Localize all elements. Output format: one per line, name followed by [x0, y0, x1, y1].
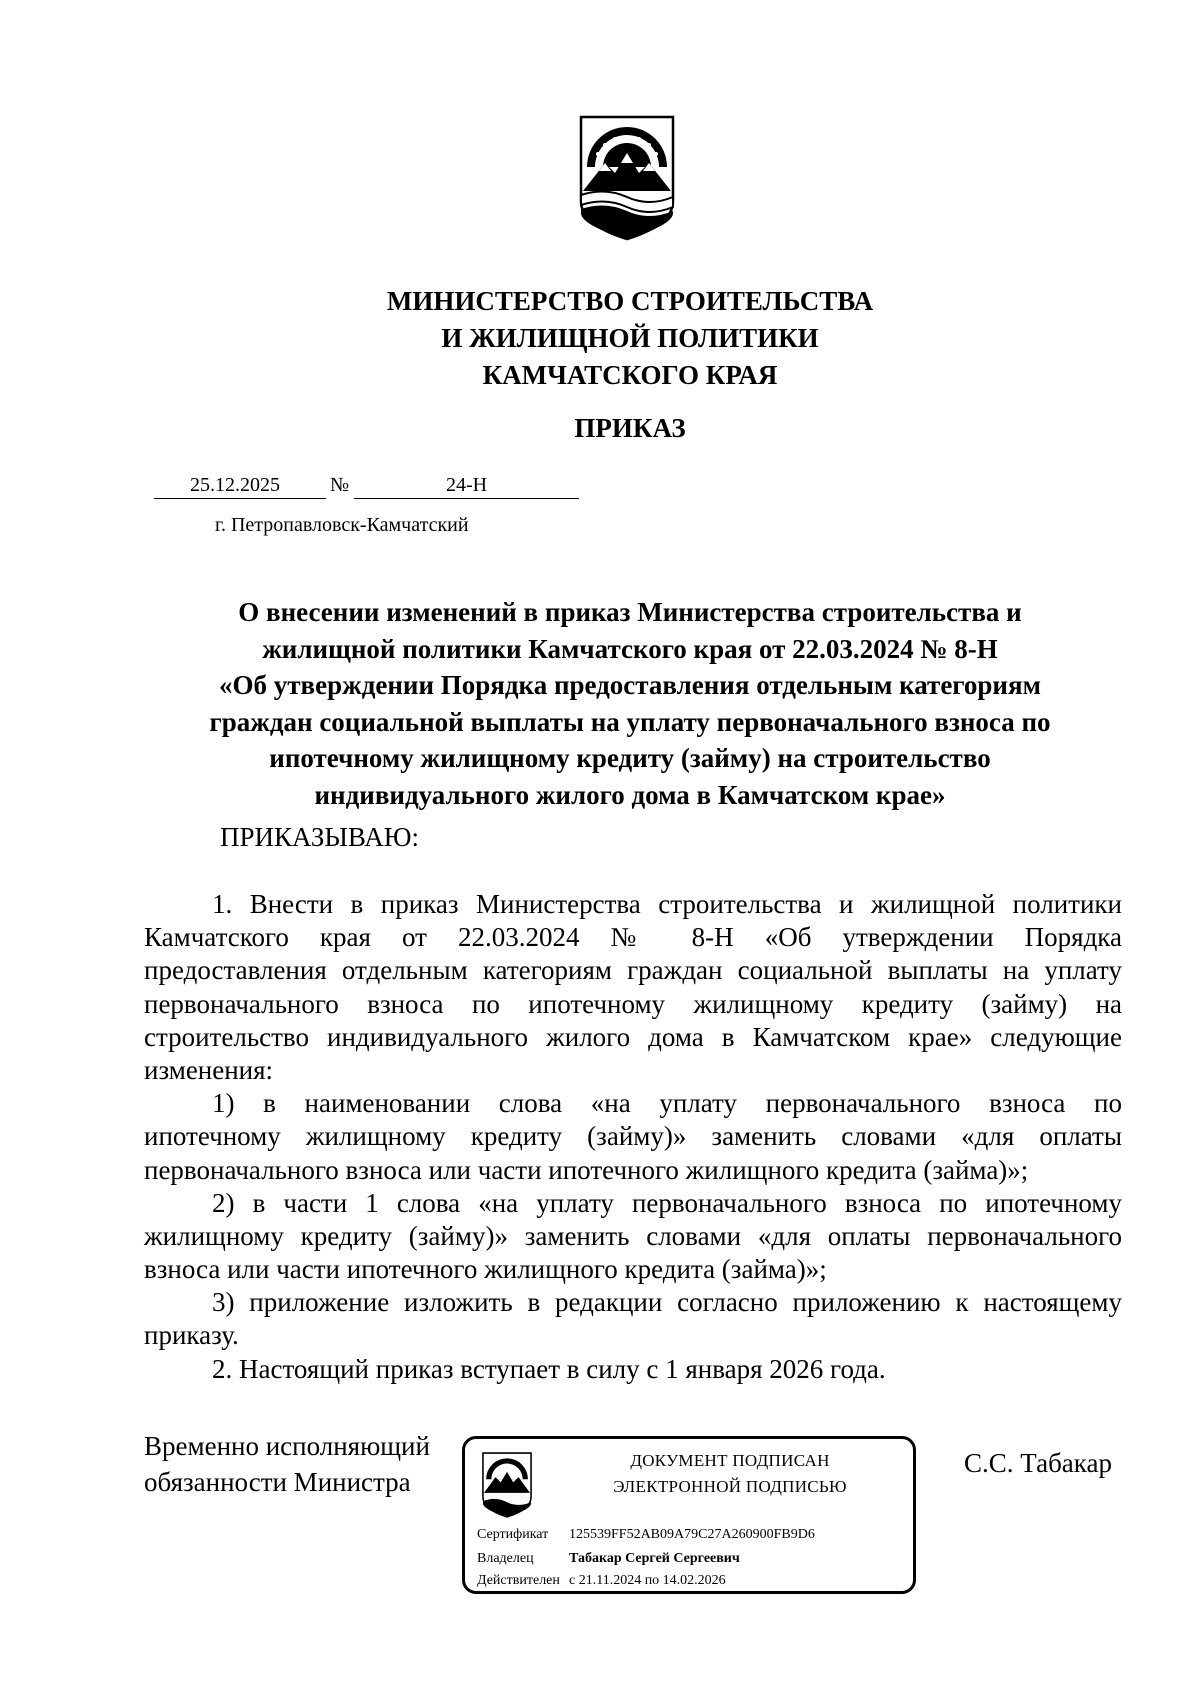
ministry-name-line: МИНИСТЕРСТВО СТРОИТЕЛЬСТВА [386, 286, 874, 316]
date-number-line [154, 472, 579, 502]
kamchatka-coat-of-arms-icon [477, 1451, 537, 1519]
body-line: ипотечному жилищному кредиту (займу)» заменить словами «для оплаты [144, 1121, 1122, 1152]
subject-line: граждан социальной выплаты на уплату первоначального взноса по [209, 706, 1051, 737]
stamp-owner-label: Владелец [477, 1551, 534, 1566]
subject-line: О внесении изменений в приказ Министерства строительства и [238, 597, 1022, 627]
body-line: 1) в наименовании слова «на уплату первоначального взноса по [212, 1088, 1122, 1119]
subject-line: «Об утверждении Порядка предоставления отдельным категориям [219, 670, 1041, 700]
body-line: 2. Настоящий приказ вступает в силу с 1 января 2026 года. [212, 1353, 886, 1384]
order-body [144, 888, 1122, 1386]
stamp-owner-row [477, 1551, 740, 1567]
electronic-signature-stamp [462, 1436, 916, 1594]
signatory-name: С.С. Табакар [964, 1448, 1112, 1478]
body-line: первоначального взноса по ипотечному жилищному кредиту (займу) на [144, 988, 1122, 1019]
stamp-title: ДОКУМЕНТ ПОДПИСАН [630, 1451, 830, 1470]
body-line: предоставления отдельным категориям граждан социальной выплаты на уплату [144, 955, 1122, 986]
kamchatka-coat-of-arms-icon [575, 113, 679, 243]
prikazyvayu-heading: ПРИКАЗЫВАЮ: [220, 822, 419, 852]
order-subject [150, 594, 1110, 813]
subject-line: ипотечному жилищному кредиту (займу) на строительство [269, 743, 991, 773]
body-line: приказу. [144, 1320, 239, 1351]
stamp-title: ЭЛЕКТРОННОЙ ПОДПИСЬЮ [613, 1477, 847, 1496]
stamp-certificate-label: Сертификат [477, 1527, 549, 1542]
signatory-position-line: обязанности Министра [144, 1467, 411, 1497]
date-underline [154, 498, 326, 499]
body-line: 3) приложение изложить в редакции согласно приложению к настоящему [212, 1287, 1122, 1318]
order-number: 24-Н [446, 474, 488, 496]
stamp-validity-value: с 21.11.2024 по 14.02.2026 [569, 1573, 726, 1588]
stamp-certificate-row [477, 1527, 815, 1543]
body-line: изменения: [144, 1054, 274, 1085]
city: г. Петропавловск-Камчатский [215, 514, 469, 536]
body-line: 1. Внести в приказ Министерства строительства и жилищной политики [212, 889, 1122, 919]
number-sign: № [330, 474, 350, 496]
document-type: ПРИКАЗ [574, 413, 686, 443]
body-line: взноса или части ипотечного жилищного кредита (займа)»; [144, 1254, 827, 1285]
signatory-position-line: Временно исполняющий [144, 1431, 430, 1461]
body-line: строительство индивидуального жилого дома в Камчатском крае» следующие [144, 1021, 1122, 1052]
number-underline [354, 498, 579, 499]
signatory-position [144, 1428, 430, 1500]
body-line: первоначального взноса или части ипотечного жилищного кредита (займа)»; [144, 1154, 1029, 1185]
subject-line: индивидуального жилого дома в Камчатском крае» [314, 779, 946, 810]
stamp-certificate-value: 125539FF52AB09A79C27A260900FB9D6 [569, 1527, 815, 1542]
body-line: жилищному кредиту (займу)» заменить словами «для оплаты первоначального [144, 1220, 1122, 1251]
order-date: 25.12.2025 [190, 474, 280, 496]
body-line: 2) в части 1 слова «на уплату первоначального взноса по ипотечному [212, 1187, 1122, 1218]
stamp-owner-value: Табакар Сергей Сергеевич [569, 1551, 740, 1566]
ministry-name-line: КАМЧАТСКОГО КРАЯ [482, 360, 778, 390]
ministry-name [0, 283, 1200, 394]
stamp-validity-label: Действителен [477, 1573, 560, 1588]
body-line: Камчатского края от 22.03.2024 № 8-Н «Об утверждении Порядка [144, 922, 1122, 953]
subject-line: жилищной политики Камчатского края от 22.03.2024 № 8-Н [262, 633, 998, 664]
stamp-validity-row [477, 1573, 726, 1589]
ministry-name-line: И ЖИЛИЩНОЙ ПОЛИТИКИ [441, 323, 819, 353]
